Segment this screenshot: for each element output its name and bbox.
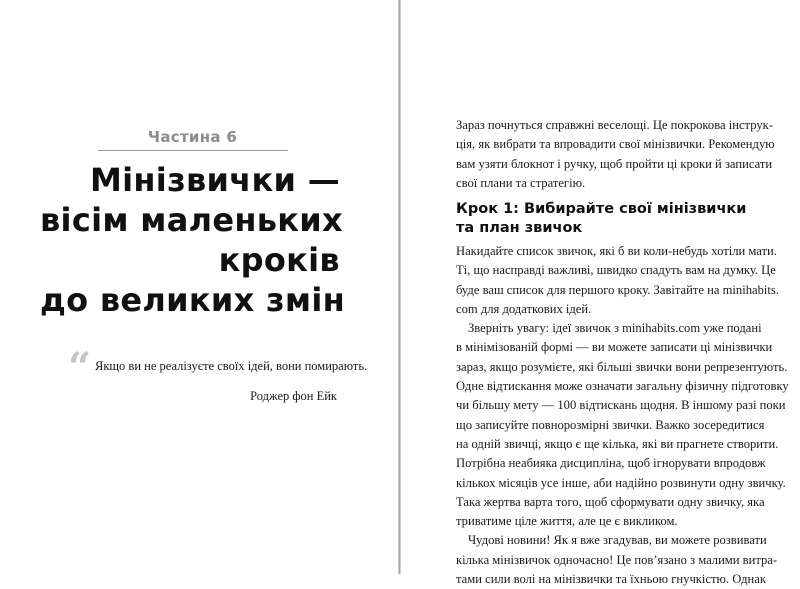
part-divider <box>98 150 288 151</box>
text-line: свої плани та стратегію. <box>456 175 586 190</box>
text-line: в мінімізованій формі — ви можете записати ці мінізвички <box>456 340 773 355</box>
text-line: Зверніть увагу: ідеї звичок з minihabits.com уже подані <box>468 321 762 336</box>
text-line: що записуйте повнорозмірні звички. Важко зосередитися <box>456 417 765 432</box>
text-line: Накидайте список звичок, які б ви коли-небудь хотіли мати. <box>456 244 777 258</box>
chapter-title <box>40 160 346 320</box>
text-line: Потрібна неабияка дисципліна, щоб ігнорувати впродовж <box>456 456 766 471</box>
text-line: на одній звичці, якщо є ще кілька, які ви прагнете створити. <box>456 436 779 451</box>
heading-line: Крок 1: Вибирайте свої мінізвички <box>456 201 747 217</box>
text-line: Одне відтискання може означати загальну фізичну підготовку <box>456 379 789 394</box>
chapter-title-line: Мінізвички — <box>89 161 340 199</box>
chapter-title-line: вісім маленьких <box>40 201 343 239</box>
text-line: вам узяти блокнот і ручку, щоб пройти ці кроки й записати <box>456 156 773 171</box>
epigraph-author: Роджер фон Ейк <box>250 389 337 403</box>
text-line: com для додаткових ідей. <box>456 301 592 316</box>
epigraph-text: Якщо ви не реалізуєте своїх ідей, вони помирають. <box>95 359 368 373</box>
heading-line: та план звичок <box>456 220 583 236</box>
chapter-title-line: кроків <box>218 241 340 279</box>
chapter-title-line: до великих змін <box>40 281 346 319</box>
text-line: Зараз почнуться справжні веселощі. Це покрокова інструк- <box>456 118 773 132</box>
text-line: Така жертва варта того, щоб сформувати одну звичку, яка <box>456 494 765 509</box>
text-line: ція, як вибрати та впровадити свої мінізвички. Рекомендую <box>456 137 775 152</box>
text-line: кількох місяців усе інше, аби надійно розвинути одну звичку. <box>456 475 786 490</box>
text-line: зараз, якщо розумієте, які більші звички вони репрезентують. <box>456 359 788 374</box>
text-line: тами сили волі на мінізвички та їхньою гнучкістю. Однак <box>456 572 766 587</box>
section-heading <box>456 200 766 238</box>
text-line: триватиме ціле життя, але це є викликом. <box>456 514 678 529</box>
left-page <box>0 0 398 574</box>
part-label: Частина 6 <box>147 128 238 146</box>
text-line: буде ваш список для першого кроку. Завітайте на minihabits. <box>456 282 779 297</box>
text-line: чи більшу мету — 100 відтискань щодня. В іншому разі поки <box>456 398 786 413</box>
quote-mark-icon: “ <box>68 344 92 391</box>
text-line: Чудові новини! Як я вже згадував, ви можете розвивати <box>468 533 767 548</box>
section-body <box>456 242 789 589</box>
text-line: кілька мінізвичок одночасно! Це пов’язано з малими витра- <box>456 552 778 567</box>
text-line: Ті, що насправді важливі, швидко спадуть вам на думку. Це <box>456 263 776 278</box>
intro-paragraph <box>456 116 775 193</box>
